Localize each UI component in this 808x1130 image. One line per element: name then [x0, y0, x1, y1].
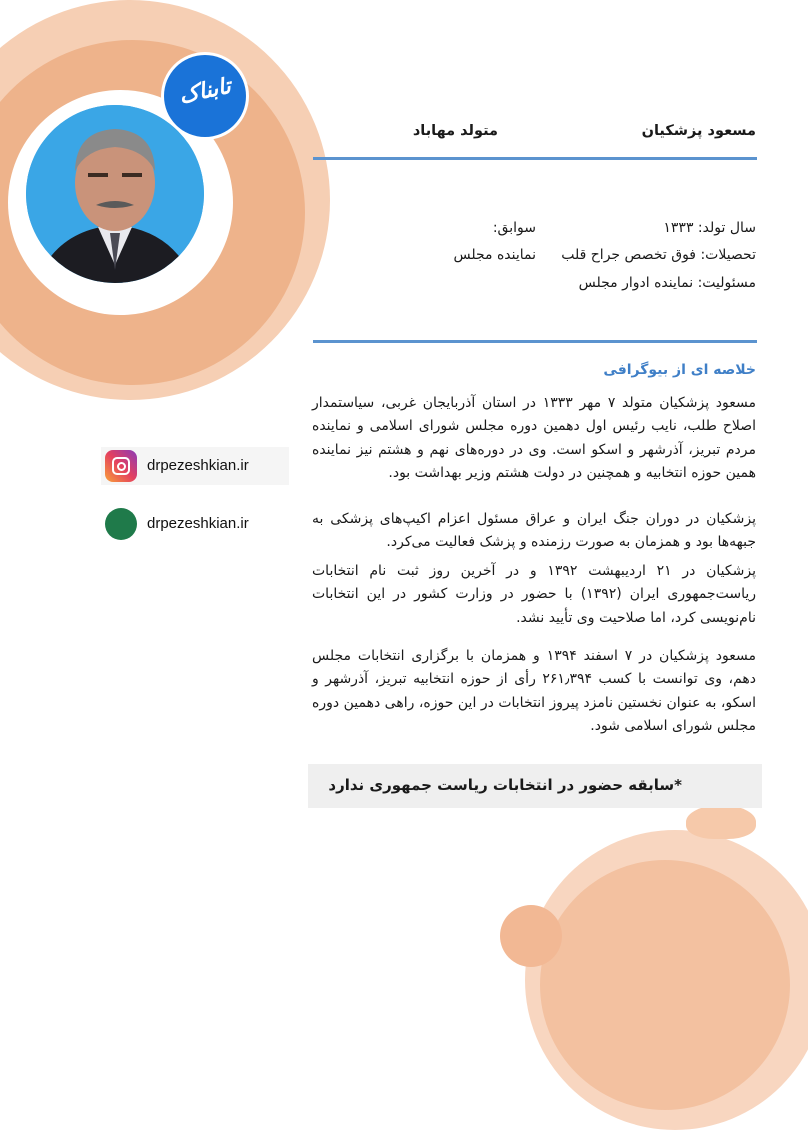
bio-paragraph: مسعود پزشکیان در ۷ اسفند ۱۳۹۴ و همزمان با برگزاری انتخابات مجلس دهم، وی توانست با کسب ۲۶۱٫۳۹۴ رأی از حوزه انتخابیه تبریز، آذرشهر و اسکو، به عنوان نخستین نامزد پیروز انتخابات در این حوزه، راهی دهمین دوره مجلس شورای اسلامی شود.	[312, 648, 757, 735]
divider	[313, 157, 757, 160]
note-box	[308, 764, 762, 808]
bio-paragraph: مسعود پزشکیان متولد ۷ مهر ۱۳۳۳ در استان آذربایجان غربی، سیاستمدار اصلاح طلب، نایب رئیس اول دهمین دوره مجلس شورای اسلامی و نماینده مردم تبریز، آذرشهر و اسکو است. وی در دوره‌های نهم و هشتم نیز نماینده همین حوزه انتخابیه و همچنین در دولت هشتم وزیر بهداشت بود.	[312, 395, 757, 482]
portrait-photo	[26, 105, 204, 283]
divider	[313, 340, 757, 343]
brand-logo-text: تابناک	[176, 73, 234, 110]
decorative-circle	[540, 860, 790, 1110]
responsibility: مسئولیت: نماینده ادوار مجلس	[578, 275, 756, 291]
instagram-icon	[105, 450, 137, 482]
decorative-shape	[686, 805, 756, 839]
section-title: خلاصه ای از بیوگرافی	[603, 362, 756, 378]
education: تحصیلات: فوق تخصص جراح قلب	[561, 247, 756, 263]
person-name: مسعود پزشکیان	[641, 123, 756, 139]
background-value: نماینده مجلس	[453, 247, 536, 263]
website-link[interactable]	[101, 505, 289, 543]
brand-logo	[164, 55, 246, 137]
background-label: سوابق:	[492, 220, 536, 236]
decorative-circle	[500, 905, 562, 967]
bio-paragraph: پزشکیان در دوران جنگ ایران و عراق مسئول اعزام اکیپ‌های پزشکی به جبهه‌ها بود و همزمان به صورت رزمنده و پزشک فعالیت می‌کرد.	[312, 511, 756, 551]
website-url: drpezeshkian.ir	[147, 515, 249, 532]
seal-icon	[105, 508, 137, 540]
birth-year: سال تولد: ۱۳۳۳	[663, 220, 756, 236]
note-text: *سابقه حضور در انتخابات ریاست جمهوری ندارد	[328, 776, 682, 794]
bio-paragraph: پزشکیان در ۲۱ اردیبهشت ۱۳۹۲ و در آخرین روز ثبت نام انتخابات ریاست‌جمهوری ایران (۱۳۹۲) با حضور در وزارت کشور در این انتخابات نام‌نویسی کرد، اما صلاحیت وی تأیید نشد.	[312, 563, 756, 626]
instagram-link[interactable]	[101, 447, 289, 485]
instagram-handle: drpezeshkian.ir	[147, 457, 249, 474]
birthplace: متولد مهاباد	[412, 123, 498, 139]
